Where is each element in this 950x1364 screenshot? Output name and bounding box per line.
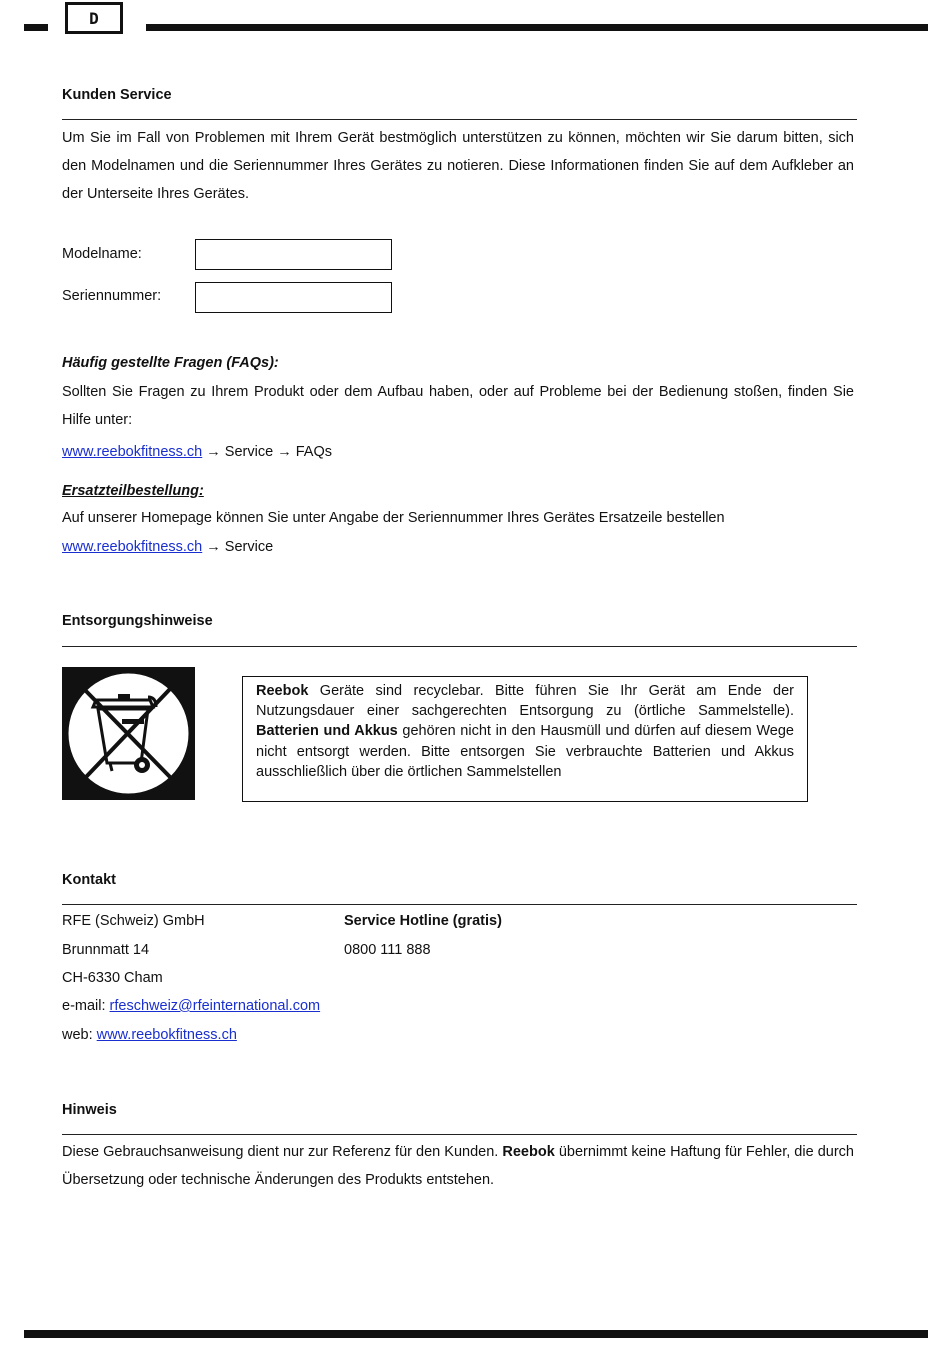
contact-email-link[interactable]: rfeschweiz@rfeinternational.com [109,998,321,1014]
contact-street: Brunnmatt 14 [62,942,150,958]
spare-parts-website-link[interactable]: www.reebokfitness.ch [62,539,203,555]
faq-website-link[interactable]: www.reebokfitness.ch [62,444,203,460]
arrow-right-icon: → [206,539,221,555]
serial-number-label: Seriennummer: [62,288,162,304]
spare-parts-text: Auf unserer Homepage können Sie unter Angabe der Seriennummer Ihres Gerätes Ersatzeile bestellen [62,510,725,526]
disposal-text-1: Geräte sind recyclebar. Bitte führen Sie Ihr Gerät am Ende der Nutzungsdauer einer sachgerechten Entsorgung zu (örtliche Sammelstelle). [256,683,794,720]
model-name-field[interactable] [195,239,392,270]
section-heading-customer-service: Kunden Service [62,87,172,103]
crossed-out-wheelie-bin-icon [62,667,195,800]
section-heading-faq: Häufig gestellte Fragen (FAQs): [62,355,279,371]
faq-text: Sollten Sie Fragen zu Ihrem Produkt oder dem Aufbau haben, oder auf Probleme bei der Bedienung stoßen, finden Sie Hilfe unter: [62,384,854,428]
note-text-2: übernimmt keine Haftung für Fehler, die durch Übersetzung oder technische Änderungen des Produkts entstehen. [62,1144,854,1188]
language-code-box [65,2,123,34]
contact-web-link[interactable]: www.reebokfitness.ch [96,1027,237,1043]
section-heading-note: Hinweis [62,1102,117,1118]
section-rule [62,646,857,647]
disposal-text-2: gehören nicht in den Hausmüll und dürfen auf diesem Wege nicht entsorgt werden. Bitte entsorgen Sie verbrauchte Batterien und Akkus ausschließlich über die örtlichen Sammelstellen [256,723,794,780]
faq-path-faqs: FAQs [295,444,332,460]
contact-city: CH-6330 Cham [62,970,163,986]
spare-parts-link-line [62,539,273,555]
header-bar-left [24,24,48,31]
footer-bar [24,1330,928,1338]
disposal-brand: Reebok [256,683,309,699]
contact-email-label: e-mail: [62,998,110,1014]
faq-path-service: Service [224,444,274,460]
note-text-1: Diese Gebrauchsanweisung dient nur zur Referenz für den Kunden. [62,1144,503,1160]
contact-web-line [62,1027,237,1043]
hotline-number: 0800 111 888 [344,942,431,958]
note-text [62,1138,854,1194]
section-heading-disposal: Entsorgungshinweise [62,613,213,629]
disposal-info-box [242,676,808,802]
contact-web-label: web: [62,1027,97,1043]
header-bar-right [146,24,928,31]
section-heading-spare-parts: Ersatzteilbestellung: [62,483,204,499]
arrow-right-icon: → [206,444,221,460]
language-code: D [89,8,99,28]
note-brand: Reebok [502,1144,555,1160]
section-heading-contact: Kontakt [62,872,116,888]
serial-number-field[interactable] [195,282,392,313]
disposal-batteries-bold: Batterien und Akkus [256,723,398,740]
spare-parts-path-service: Service [224,539,274,555]
faq-link-line [62,444,332,460]
contact-email-line [62,998,320,1014]
section-rule [62,904,857,905]
model-name-label: Modelname: [62,246,142,262]
section-rule [62,119,857,120]
contact-company: RFE (Schweiz) GmbH [62,913,205,929]
section-rule [62,1134,857,1135]
hotline-label: Service Hotline (gratis) [344,913,502,929]
customer-service-intro: Um Sie im Fall von Problemen mit Ihrem Gerät bestmöglich unterstützen zu können, möchten wir Sie darum bitten, sich den Modelnamen und die Seriennummer Ihres Gerätes zu notieren. Diese Informationen finden Sie auf dem Aufkleber an der Unterseite Ihres Gerätes. [62,130,854,202]
arrow-right-icon: → [277,444,292,460]
